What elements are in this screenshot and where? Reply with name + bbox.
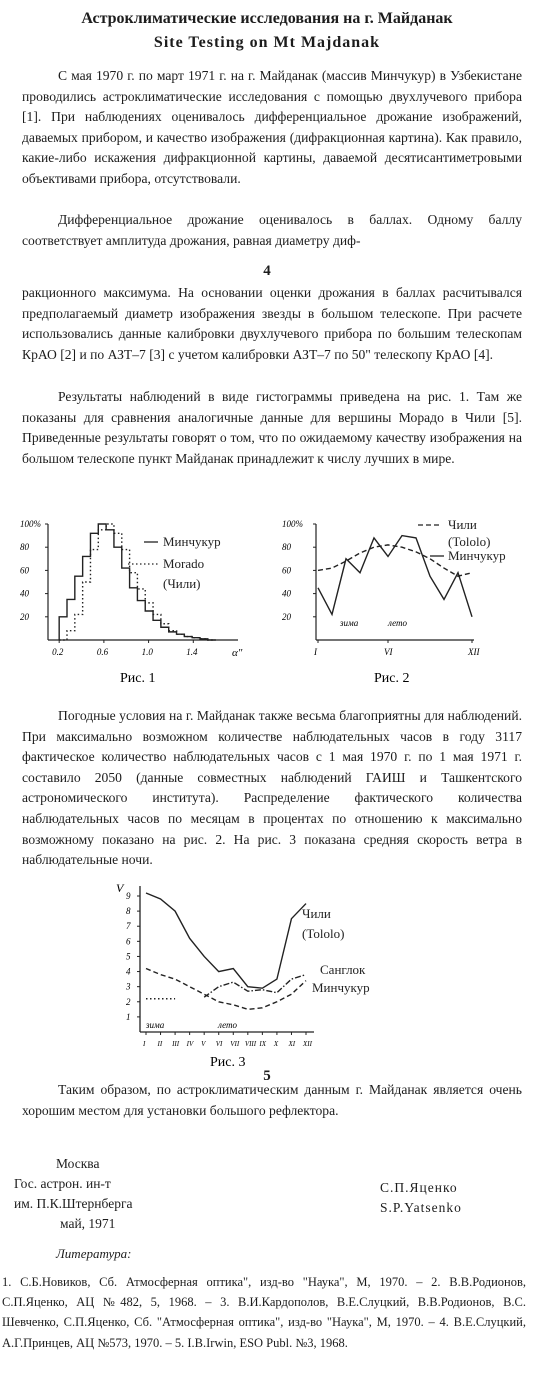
signature-institute-name: им. П.К.Штернберга xyxy=(14,1196,133,1211)
intro-paragraph: С мая 1970 г. по март 1971 г. на г. Майданак (массив Минчукур) в Узбекистане проводились астроклиматические исследования с помощью двухлучевого прибора [1]. При наблюдениях оценивалось дифференциальное дрожание изображений, даваемых прибором, и качество изображения (дифракционная картина). Как правило, какие-либо искажения дифракционной картины, даваемой десятисантиметровыми объективами прибора, отсутствовали. xyxy=(22,68,522,186)
fig1-legend-minchukur: Минчукур xyxy=(163,534,221,549)
fig3-x-tick-label: I xyxy=(143,1040,146,1048)
fig2-y-tick-label: 40 xyxy=(282,588,291,599)
fig2-season-winter: зима xyxy=(340,618,359,628)
fig2-season-summer: лето xyxy=(388,618,408,628)
page-number-4: 4 xyxy=(263,263,271,279)
fig2-legend-chile: Чили xyxy=(448,517,477,532)
fig2-y-tick-label: 80 xyxy=(282,542,291,553)
author-russian: С.П.Яценко xyxy=(380,1180,458,1195)
fig3-x-tick-label: III xyxy=(172,1040,180,1048)
fig2-caption: Рис. 2 xyxy=(374,671,410,686)
weather-paragraph: Погодные условия на г. Майданак также весьма благоприятны для наблюдений. При максимально возможном количестве наблюдательных часов в году 3117 фактическое количество наблюдательных часов с 1 мая 1970 г. по 1 мая 1971 г. составило 2050 (данные совместных наблюдений ГАИШ и Ташкентского астрономического института). Распределение фактического количества наблюдательных часов по месяцам в процентах по отношению к максимально возможному показано на рис. 2. На рис. 3 показана средняя скорость ветра в наблюдательные ночи. xyxy=(22,708,522,868)
fig3-x-tick-label: V xyxy=(201,1040,206,1048)
fig3-x-tick-label: X xyxy=(273,1040,279,1048)
fig3-label-sanglok: Санглок xyxy=(320,962,366,977)
fig1-y-tick-label: 100% xyxy=(20,519,41,529)
fig3-label-chile: Чили xyxy=(302,906,331,921)
fig1-y-tick-label: 80 xyxy=(20,542,29,553)
fig3-y-tick-label: 7 xyxy=(126,921,131,932)
signature-city: Москва xyxy=(56,1156,100,1171)
fig3-x-tick-label: IV xyxy=(186,1040,194,1048)
fig3-series-line xyxy=(146,893,306,988)
figure-2-line-chart xyxy=(278,510,528,700)
fig1-y-tick-label: 40 xyxy=(20,588,29,599)
results-paragraph-2: Результаты наблюдений в виде гистограммы приведена на рис. 1. Там же показаны для сравнения аналогичные данные для вершины Морадо в Чили [5]. Приведенные результаты говорят о том, что по ожидаемому качеству изображения на большом телескопе пункт Майданак принадлежит к числу лучших в мире. xyxy=(22,389,522,466)
fig2-y-tick-label: 20 xyxy=(282,611,291,622)
fig1-legend-morado: Morado xyxy=(163,556,205,571)
fig1-caption: Рис. 1 xyxy=(120,671,156,686)
fig3-x-tick-label: VIII xyxy=(244,1040,257,1048)
fig1-x-tick-label: 1.4 xyxy=(186,647,198,657)
fig3-y-tick-label: 4 xyxy=(126,966,131,977)
fig3-season-winter: зима xyxy=(146,1020,165,1030)
signature-institute: Гос. астрон. ин-т xyxy=(14,1176,111,1191)
figure-1-histogram xyxy=(18,510,270,700)
fig2-y-tick-label: 60 xyxy=(282,565,291,576)
fig2-x-tick-label: VI xyxy=(384,647,393,657)
fig3-caption: Рис. 3 xyxy=(210,1055,246,1070)
fig1-y-tick-label: 60 xyxy=(20,565,29,576)
fig2-x-tick-label: XII xyxy=(468,647,480,657)
fig3-series-line xyxy=(146,969,306,1010)
conclusion-paragraph: Таким образом, по астроклиматическим данным г. Майданак является очень хорошим местом для установки большого рефлектора. xyxy=(22,1082,522,1118)
fig3-y-axis-label: V xyxy=(116,881,124,895)
fig3-x-tick-label: XI xyxy=(288,1040,296,1048)
fig1-y-tick-label: 20 xyxy=(20,611,29,622)
fig1-legend-chile: (Чили) xyxy=(163,576,201,591)
author-english: S.P.Yatsenko xyxy=(380,1200,462,1215)
fig1-x-tick-label: 0.6 xyxy=(96,647,109,657)
fig3-y-tick-label: 6 xyxy=(126,936,131,947)
fig3-x-tick-label: VII xyxy=(230,1040,240,1048)
fig2-legend-tololo: (Tololo) xyxy=(448,534,491,549)
literature-heading: Литература: xyxy=(56,1246,132,1261)
fig3-x-tick-label: II xyxy=(157,1040,163,1048)
figure-3-wind-speed-chart xyxy=(110,880,420,1070)
fig3-season-summer: лето xyxy=(218,1020,238,1030)
fig3-y-tick-label: 1 xyxy=(126,1011,131,1022)
fig1-x-tick-label: 0.2 xyxy=(52,647,64,657)
fig3-y-tick-label: 9 xyxy=(126,891,131,901)
fig3-y-tick-label: 8 xyxy=(126,906,131,917)
fig3-x-tick-label: VI xyxy=(215,1040,223,1048)
fig3-y-tick-label: 5 xyxy=(126,951,131,962)
page-number-5: 5 xyxy=(263,1068,271,1084)
fig2-legend-minchukur: Минчукур xyxy=(448,548,506,563)
fig3-y-tick-label: 3 xyxy=(126,981,131,992)
tremor-paragraph: Дифференциальное дрожание оценивалось в баллах. Одному баллу соответствует амплитуда дрожания, равная диаметру диф- xyxy=(22,212,522,248)
fig3-x-tick-label: XII xyxy=(303,1040,312,1048)
fig3-label-tololo: (Tololo) xyxy=(302,926,345,941)
fig2-y-tick-label: 100% xyxy=(282,519,303,529)
literature-list: 1. С.Б.Новиков, Сб. Атмосферная оптика", изд-во "Наука", М, 1970. – 2. В.В.Родионов, С.П.Яценко, АЦ №482, 5, 1968. – 3. В.И.Кардополов, В.Е.Слуцкий, В.В.Родионов, В.С. Шевченко, С.П.Яценко, Сб. "Атмосферная оптика", изд-во "Наука", М, 1970. – 4. В.Е.Слуцкий, А.Г.Принцев, АЦ №573, 1970. – 5. I.B.Irwin, ESO Publ. №3, 1968. xyxy=(2,1275,526,1350)
fig3-label-minchukur: Минчукур xyxy=(312,980,370,995)
fig1-x-axis-label: α" xyxy=(232,647,243,659)
fig3-x-tick-label: IX xyxy=(259,1040,266,1048)
title-russian: Астроклиматические исследования на г. Майданак xyxy=(81,10,453,27)
fig3-y-tick-label: 2 xyxy=(126,996,131,1007)
fig1-x-tick-label: 1.0 xyxy=(141,647,153,657)
fig2-x-tick-label: I xyxy=(314,647,317,657)
results-paragraph-1: ракционного максимума. На основании оценки дрожания в баллах расчитывался предполагаемый диаметр изображения звезды в большом телескопе. При расчете использовались данные калибровки двухлучевого прибора по большим телескопам КрАО [2] и по АЗТ–7 [3] с учетом калибровки АЗТ–7 по 50" телескопу КрАО [4]. xyxy=(22,285,522,362)
title-english: Site Testing on Mt Majdanak xyxy=(153,34,381,51)
signature-date: май, 1971 xyxy=(60,1216,116,1231)
